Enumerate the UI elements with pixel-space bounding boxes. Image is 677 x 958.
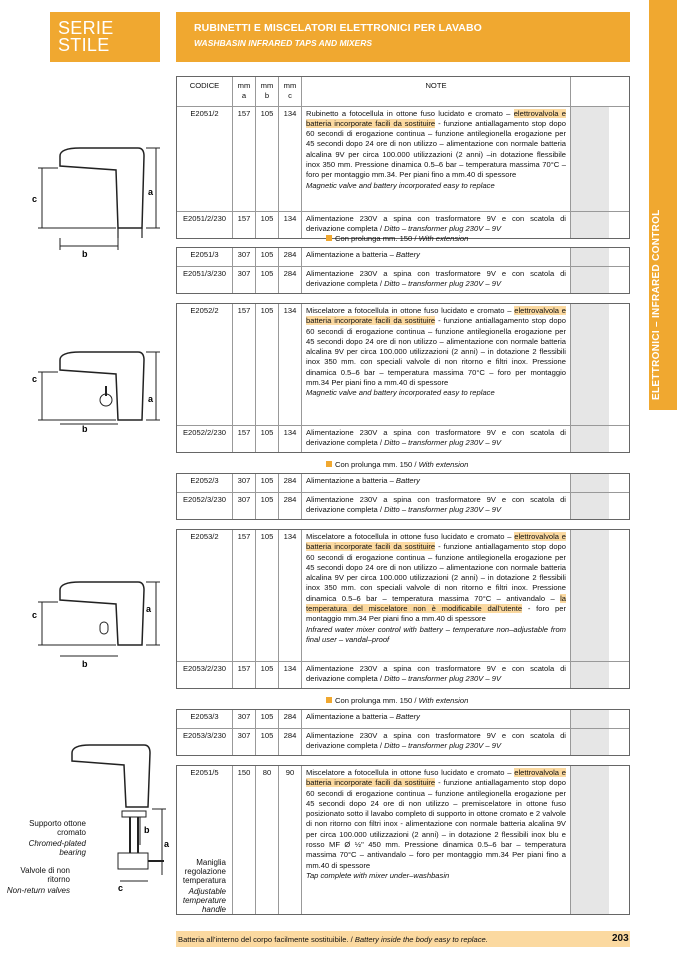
- note-english: Battery: [395, 476, 420, 485]
- price-cell: [571, 493, 609, 519]
- row-note: [302, 426, 571, 452]
- col-c: mm c: [279, 77, 302, 106]
- footer-en: Battery inside the body easy to replace.: [354, 935, 488, 944]
- row-c: 284: [279, 267, 302, 293]
- row-a: 157: [233, 662, 256, 688]
- product-table-5: [176, 529, 630, 689]
- price-cell: [571, 729, 609, 755]
- row-b: 80: [256, 766, 279, 914]
- row-a: 157: [233, 107, 256, 211]
- support-en: Chromed-plated bearing: [28, 839, 86, 857]
- note-text: Miscelatore a fotocellula in ottone fuso lucidato e cromato –: [306, 306, 515, 315]
- row-a: 307: [233, 267, 256, 293]
- col-price: [571, 77, 609, 106]
- row-c: 284: [279, 248, 302, 266]
- extension-en: With extension: [418, 696, 469, 705]
- price-cell: [571, 107, 609, 211]
- dim-c-label: c: [32, 610, 38, 620]
- row-code: E2051/2: [177, 107, 233, 211]
- table-row: [177, 766, 629, 914]
- row-c: 284: [279, 493, 302, 519]
- note-text: Alimentazione 230V a spina con trasformatore 9V e con scatola di derivazione completa /: [306, 731, 566, 751]
- table-header: [177, 77, 629, 106]
- dim-b-label: b: [144, 825, 150, 835]
- dim-b-label: b: [82, 659, 88, 669]
- price-cell: [571, 530, 609, 661]
- note-english: Ditto – transformer plug 230V – 9V: [384, 279, 502, 289]
- row-note: [302, 107, 571, 211]
- row-note: [302, 493, 571, 519]
- dim-c-label: c: [32, 374, 38, 384]
- row-note: [302, 474, 571, 492]
- note-text: Miscelatore a fotocellula in ottone fuso lucidato e cromato –: [306, 532, 515, 541]
- orange-square-icon: [326, 697, 332, 703]
- note-text: - funzione antiallagamento stop dopo 60 secondi di erogazione continua – funzione antilegionella erogazione per 45 secondi dopo 24 ore di non utilizzo – alimentazione con normale batteria alcalina 9V per circa 100.000 utilizzazioni (2 anni) – in dotazione 2 flessibili inox 350 mm. con speciali valvole di non ritorno e filtri inox. Pressione dinamica 0.5–6 bar – temperatura massima 70°C – foro per montaggio mm.34 Per piani fino a mm.40 di spessore: [306, 316, 566, 388]
- price-cell: [571, 662, 609, 688]
- row-note: [302, 267, 571, 293]
- product-table-7: [176, 765, 630, 915]
- handle-label: [166, 858, 226, 914]
- note-text: Alimentazione 230V a spina con trasformatore 9V e con scatola di derivazione completa /: [306, 664, 566, 684]
- row-c: 284: [279, 710, 302, 728]
- note-text: Alimentazione 230V a spina con trasformatore 9V e con scatola di derivazione completa /: [306, 495, 566, 515]
- extension-note: [326, 696, 468, 705]
- note-text: Alimentazione a batteria –: [306, 476, 396, 485]
- price-cell: [571, 267, 609, 293]
- tap-drawing-1: [20, 140, 170, 260]
- row-note: [302, 766, 571, 914]
- series-line1: SERIE: [58, 18, 114, 38]
- dim-c-label: c: [32, 194, 38, 204]
- row-c: 134: [279, 426, 302, 452]
- section-sidebar: [649, 0, 677, 410]
- row-b: 105: [256, 267, 279, 293]
- row-b: 105: [256, 493, 279, 519]
- note-english: Magnetic valve and battery incorporated easy to replace: [306, 180, 495, 190]
- series-line2: STILE: [58, 35, 110, 55]
- valves-label: [6, 866, 70, 895]
- note-english: Tap complete with mixer under–washbasin: [306, 870, 450, 880]
- price-cell: [571, 766, 609, 914]
- table-row: [177, 710, 629, 728]
- table-row: [177, 266, 629, 293]
- price-cell: [571, 426, 609, 452]
- row-code: E2051/5: [177, 766, 233, 914]
- page-number: 203: [612, 933, 629, 944]
- price-cell: [571, 212, 609, 238]
- row-code: E2051/3: [177, 248, 233, 266]
- table-row: [177, 248, 629, 266]
- note-text: Alimentazione 230V a spina con trasformatore 9V e con scatola di derivazione completa /: [306, 213, 566, 233]
- footer-note: [176, 931, 630, 947]
- note-english: Battery: [395, 712, 420, 721]
- product-table-2: [176, 247, 630, 294]
- page-header: [176, 12, 630, 62]
- table-row: [177, 728, 629, 755]
- price-cell: [571, 248, 609, 266]
- table-row: [177, 661, 629, 688]
- row-a: 157: [233, 304, 256, 425]
- table-row: [177, 492, 629, 519]
- note-highlight: elettrovalvola e batteria incorporate facili da sostituire: [306, 306, 566, 326]
- row-a: 307: [233, 493, 256, 519]
- note-highlight: elettrovalvola e batteria incorporate facili da sostituire: [306, 532, 566, 552]
- row-c: 134: [279, 530, 302, 661]
- row-code: E2051/2/230: [177, 212, 233, 238]
- row-code: E2053/2/230: [177, 662, 233, 688]
- row-note: [302, 662, 571, 688]
- row-b: 105: [256, 474, 279, 492]
- handle-it: Maniglia regolazione temperatura: [182, 858, 226, 885]
- col-a: mm a: [233, 77, 256, 106]
- extension-it: Con prolunga mm. 150 /: [335, 234, 419, 243]
- note-english: Battery: [395, 250, 420, 259]
- extension-note: [326, 460, 468, 469]
- valves-it: Valvole di non ritorno: [20, 866, 70, 884]
- tap-drawing-2: [20, 340, 170, 440]
- row-code: E2052/2/230: [177, 426, 233, 452]
- valves-en: Non-return valves: [6, 886, 70, 895]
- note-text: Alimentazione 230V a spina con trasformatore 9V e con scatola di derivazione completa /: [306, 428, 566, 448]
- row-b: 105: [256, 530, 279, 661]
- extension-en: With extension: [418, 234, 469, 243]
- note-highlight: la temperatura del miscelatore non è modificabile dall’utente: [306, 593, 566, 614]
- note-english: Magnetic valve and battery incorporated easy to replace: [306, 388, 495, 398]
- row-c: 134: [279, 304, 302, 425]
- row-a: 150: [233, 766, 256, 914]
- extension-note: [326, 234, 468, 243]
- row-b: 105: [256, 729, 279, 755]
- dim-a-label: a: [146, 604, 152, 614]
- page-subtitle: WASHBASIN INFRARED TAPS AND MIXERS: [194, 38, 373, 48]
- row-code: E2053/3/230: [177, 729, 233, 755]
- row-c: 90: [279, 766, 302, 914]
- note-english: Ditto – transformer plug 230V – 9V: [384, 438, 502, 448]
- row-note: [302, 304, 571, 425]
- row-code: E2053/2: [177, 530, 233, 661]
- handle-en: Adjustable temperature handle: [182, 887, 226, 914]
- note-english: Ditto – transformer plug 230V – 9V: [384, 505, 502, 515]
- tap-drawing-4: [60, 735, 170, 895]
- col-code: CODICE: [177, 77, 233, 106]
- series-badge: [50, 12, 160, 62]
- product-table-3: [176, 303, 630, 453]
- col-note: NOTE: [302, 77, 571, 106]
- note-text: - funzione antiallagamento stop dopo 60 secondi di erogazione continua – funzione antilegionella erogazione per 45 secondi dopo 24 ore di non utilizzo – alimentazione con normale batteria alcalina 9V per circa 100.000 utilizzazioni (2 anni) –in dotazione flessibile inox 350 mm. Pressione dinamica 0.5–6 bar – temperatura massima 70°C – foro per montaggio mm.34. Per piani fino a mm.40 di spessore: [306, 118, 566, 180]
- row-c: 284: [279, 474, 302, 492]
- extension-it: Con prolunga mm. 150 /: [335, 460, 419, 469]
- extension-en: With extension: [418, 460, 469, 469]
- note-highlight: elettrovalvola e batteria incorporate facili da sostituire: [306, 768, 566, 788]
- note-text: Alimentazione a batteria –: [306, 250, 396, 259]
- sidebar-label: ELETTRONICI – INFRARED CONTROL: [651, 209, 662, 400]
- footer-it: Batteria all’interno del corpo facilmente sostituibile. /: [178, 935, 355, 944]
- support-label: [6, 819, 86, 857]
- row-a: 157: [233, 530, 256, 661]
- tap-drawing-3: [20, 570, 170, 670]
- row-a: 307: [233, 710, 256, 728]
- row-code: E2052/2: [177, 304, 233, 425]
- row-note: [302, 710, 571, 728]
- row-note: [302, 248, 571, 266]
- product-table-1: [176, 76, 630, 239]
- dim-a-label: a: [164, 839, 170, 849]
- row-code: E2052/3: [177, 474, 233, 492]
- note-text: - funzione antiallagamento stop dopo 60 secondi di erogazione continua – funzione antilegionella erogazione per 45 secondi dopo 24 ore di non utilizzo – premiscelatore in ottone fuso posizionato sotto il lavabo completo di supporto in ottone cromato e 2 valvole di non ritorno con filtri inox - alimentazione con normale batteria alcalina 9V per circa 100.000 utilizzazioni (2 anni) – in dotazione 2 flessibili inox blu e rosso MF Ø ½" 450 mm. Pressione dinamica 0.5–6 bar – temperatura massima 70°C – antivandalo – foro per montaggio mm.34 Per piani fino a mm.40 di spessore: [306, 778, 566, 870]
- row-b: 105: [256, 248, 279, 266]
- table-row: [177, 425, 629, 452]
- dim-b-label: b: [82, 424, 88, 434]
- row-note: [302, 530, 571, 661]
- note-text: Alimentazione a batteria –: [306, 712, 396, 721]
- col-b: mm b: [256, 77, 279, 106]
- note-text: Rubinetto a fotocellula in ottone fuso lucidato e cromato –: [306, 108, 514, 118]
- price-cell: [571, 304, 609, 425]
- row-note: [302, 729, 571, 755]
- table-row: [177, 106, 629, 211]
- note-text: Alimentazione 230V a spina con trasformatore 9V e con scatola di derivazione completa /: [306, 269, 566, 289]
- row-b: 105: [256, 426, 279, 452]
- row-a: 307: [233, 729, 256, 755]
- dim-a-label: a: [148, 394, 154, 404]
- support-it: Supporto ottone cromato: [29, 819, 86, 837]
- row-a: 307: [233, 474, 256, 492]
- product-table-6: [176, 709, 630, 756]
- row-code: E2052/3/230: [177, 493, 233, 519]
- row-b: 105: [256, 107, 279, 211]
- table-row: [177, 530, 629, 661]
- dim-b-label: b: [82, 249, 88, 259]
- row-a: 157: [233, 426, 256, 452]
- row-code: E2051/3/230: [177, 267, 233, 293]
- row-c: 134: [279, 662, 302, 688]
- note-text: Miscelatore a fotocellula in ottone fuso lucidato e cromato –: [306, 768, 515, 777]
- price-cell: [571, 710, 609, 728]
- page-title: RUBINETTI E MISCELATORI ELETTRONICI PER LAVABO: [194, 22, 482, 34]
- row-b: 105: [256, 710, 279, 728]
- table-row: [177, 304, 629, 425]
- note-english: Ditto – transformer plug 230V – 9V: [384, 674, 502, 684]
- note-english: Ditto – transformer plug 230V – 9V: [384, 741, 502, 751]
- row-b: 105: [256, 304, 279, 425]
- note-text: - foro per montaggio mm.34 Per piani fino a mm.40 di spessore: [306, 604, 566, 624]
- row-c: 134: [279, 212, 302, 238]
- product-table-4: [176, 473, 630, 520]
- row-b: 105: [256, 662, 279, 688]
- table-row: [177, 474, 629, 492]
- row-a: 157: [233, 212, 256, 238]
- row-code: E2053/3: [177, 710, 233, 728]
- extension-it: Con prolunga mm. 150 /: [335, 696, 419, 705]
- row-c: 134: [279, 107, 302, 211]
- note-text: - funzione antiallagamento stop dopo 60 secondi di erogazione continua – funzione antilegionella erogazione per 45 secondi dopo 24 ore di non utilizzo – alimentazione con normale batteria alcalina 9V per circa 100.000 utilizzazioni (2 anni) – in dotazione 2 flessibili inox 350 mm. con speciali valvole di non ritorno e filtri inox. Pressione dinamica 0.5–6 bar – temperatura massima 70°C – antivandalo –: [306, 542, 566, 603]
- row-b: 105: [256, 212, 279, 238]
- note-highlight: elettrovalvola e batteria incorporate facili da sostituire: [306, 108, 567, 128]
- dim-a-label: a: [148, 187, 154, 197]
- note-english: Infrared water mixer control with battery – temperature non–adjustable from final user – vandal–proof: [306, 624, 566, 644]
- note-english: Ditto – transformer plug 230V – 9V: [384, 223, 502, 233]
- price-cell: [571, 474, 609, 492]
- orange-square-icon: [326, 461, 332, 467]
- dim-c-label: c: [118, 883, 124, 893]
- row-c: 284: [279, 729, 302, 755]
- row-a: 307: [233, 248, 256, 266]
- orange-square-icon: [326, 235, 332, 241]
